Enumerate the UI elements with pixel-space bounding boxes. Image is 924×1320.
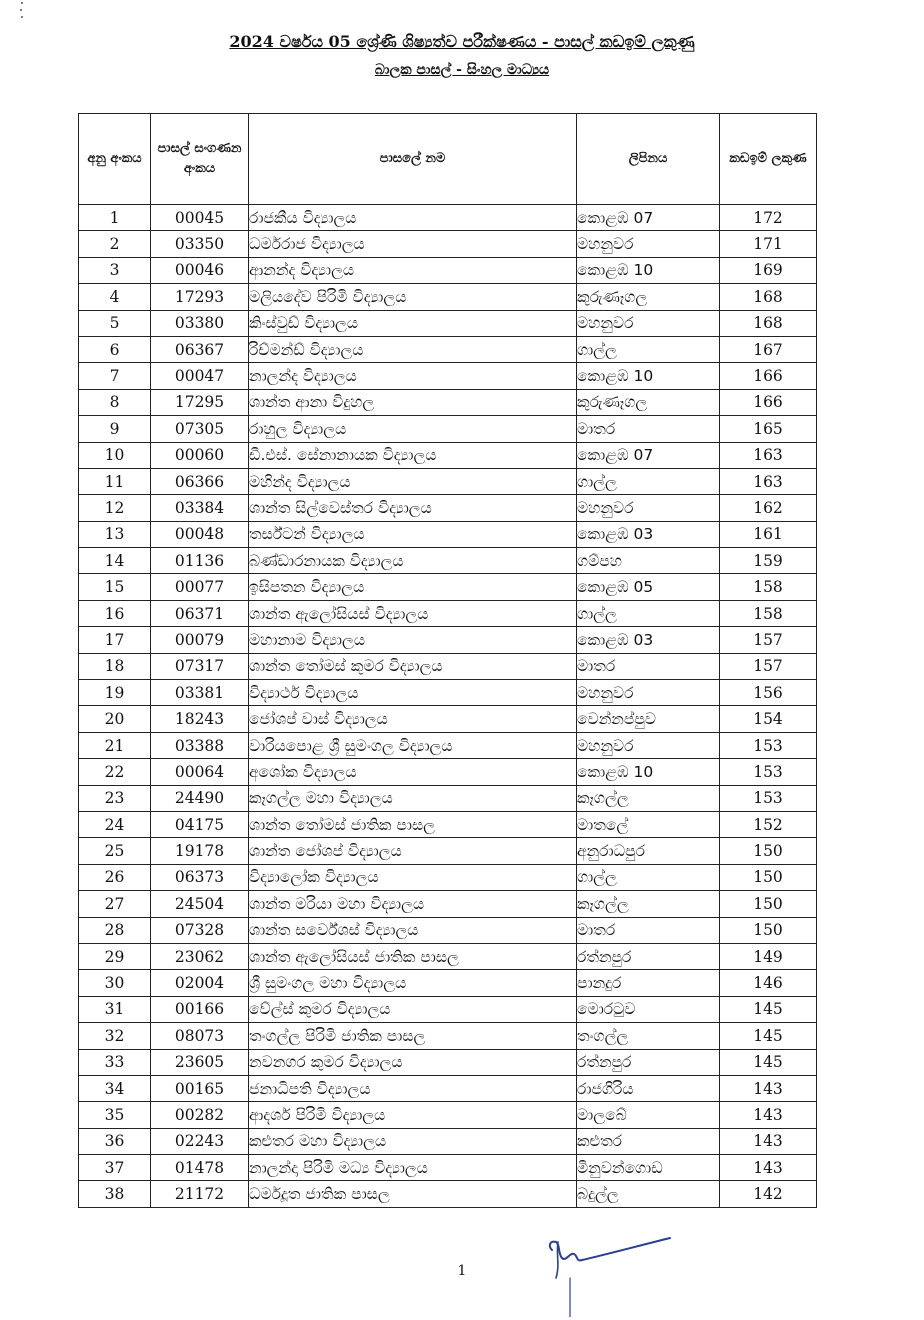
table-row bbox=[79, 706, 817, 732]
cell-address: මිනුවන්ගොඩ bbox=[577, 1155, 720, 1181]
cell-address: රත්නපුර bbox=[577, 943, 720, 969]
table-row bbox=[79, 600, 817, 626]
cell-cutoff-mark: 149 bbox=[720, 943, 817, 969]
table-row bbox=[79, 257, 817, 283]
cell-serial-no: 2 bbox=[79, 231, 151, 257]
cell-school-name: ජෝශප් වාස් විද්‍යාලය bbox=[249, 706, 577, 732]
cell-address: කෑගල්ල bbox=[577, 785, 720, 811]
cell-address: මහනුවර bbox=[577, 732, 720, 758]
cell-school-name: විද්‍යාලෝක විද්‍යාලය bbox=[249, 864, 577, 890]
cell-address: කොළඹ 03 bbox=[577, 627, 720, 653]
cell-school-code: 00047 bbox=[151, 363, 249, 389]
cell-address: ගාල්ල bbox=[577, 468, 720, 494]
cell-school-name: ආදර්ශ පිරිමි විද්‍යාලය bbox=[249, 1102, 577, 1128]
cell-address: ගාල්ල bbox=[577, 336, 720, 362]
cell-address: මහනුවර bbox=[577, 495, 720, 521]
cell-cutoff-mark: 143 bbox=[720, 1075, 817, 1101]
table-row bbox=[79, 943, 817, 969]
cell-school-name: කෑගල්ල මහා විද්‍යාලය bbox=[249, 785, 577, 811]
table-row bbox=[79, 336, 817, 362]
cell-school-name: තංගල්ල පිරිමි ජාතික පාසල bbox=[249, 1023, 577, 1049]
cell-serial-no: 14 bbox=[79, 548, 151, 574]
cell-address: ගාල්ල bbox=[577, 600, 720, 626]
cell-school-code: 03388 bbox=[151, 732, 249, 758]
table-row bbox=[79, 970, 817, 996]
cell-cutoff-mark: 169 bbox=[720, 257, 817, 283]
table-row bbox=[79, 917, 817, 943]
cell-school-code: 03350 bbox=[151, 231, 249, 257]
cell-school-name: නාලන්ද විද්‍යාලය bbox=[249, 363, 577, 389]
cell-cutoff-mark: 154 bbox=[720, 706, 817, 732]
cell-address: ගාල්ල bbox=[577, 864, 720, 890]
cell-serial-no: 10 bbox=[79, 442, 151, 468]
cell-cutoff-mark: 153 bbox=[720, 732, 817, 758]
cell-cutoff-mark: 162 bbox=[720, 495, 817, 521]
cell-cutoff-mark: 143 bbox=[720, 1155, 817, 1181]
cell-school-code: 06366 bbox=[151, 468, 249, 494]
cell-school-code: 00077 bbox=[151, 574, 249, 600]
page-title: 2024 වර්ෂය 05 ශ්‍රේණි ශිෂ්‍යත්ව පරීක්ෂණය - පාසල් කඩඉම් ලකුණු bbox=[229, 32, 695, 51]
cell-school-code: 04175 bbox=[151, 811, 249, 837]
table-row bbox=[79, 1102, 817, 1128]
cell-school-name: රාහුල විද්‍යාලය bbox=[249, 416, 577, 442]
cell-school-code: 17293 bbox=[151, 284, 249, 310]
cell-serial-no: 37 bbox=[79, 1155, 151, 1181]
cell-school-name: ආනන්ද විද්‍යාලය bbox=[249, 257, 577, 283]
cell-address: කොළඹ 07 bbox=[577, 205, 720, 231]
cell-school-code: 03381 bbox=[151, 680, 249, 706]
cell-school-name: වේල්ස් කුමර විද්‍යාලය bbox=[249, 996, 577, 1022]
cell-school-code: 03384 bbox=[151, 495, 249, 521]
table-row bbox=[79, 310, 817, 336]
cell-address: මාතර bbox=[577, 416, 720, 442]
table-row bbox=[79, 495, 817, 521]
cell-school-name: ශාන්ත ආනා විදුහල bbox=[249, 389, 577, 415]
cell-address: මාතර bbox=[577, 653, 720, 679]
cell-school-name: රාජකීය විද්‍යාලය bbox=[249, 205, 577, 231]
table-row bbox=[79, 785, 817, 811]
cell-cutoff-mark: 163 bbox=[720, 442, 817, 468]
cell-cutoff-mark: 145 bbox=[720, 996, 817, 1022]
cell-serial-no: 29 bbox=[79, 943, 151, 969]
cell-school-code: 23605 bbox=[151, 1049, 249, 1075]
cell-address: මහනුවර bbox=[577, 310, 720, 336]
cell-cutoff-mark: 172 bbox=[720, 205, 817, 231]
table-row bbox=[79, 864, 817, 890]
cell-address: කොළඹ 10 bbox=[577, 759, 720, 785]
cell-cutoff-mark: 165 bbox=[720, 416, 817, 442]
cell-school-code: 01478 bbox=[151, 1155, 249, 1181]
cell-school-code: 00060 bbox=[151, 442, 249, 468]
cell-school-code: 06367 bbox=[151, 336, 249, 362]
cell-serial-no: 20 bbox=[79, 706, 151, 732]
cell-serial-no: 17 bbox=[79, 627, 151, 653]
cell-school-code: 19178 bbox=[151, 838, 249, 864]
cell-address: කළුතර bbox=[577, 1128, 720, 1154]
cell-school-code: 00064 bbox=[151, 759, 249, 785]
cell-cutoff-mark: 142 bbox=[720, 1181, 817, 1207]
cell-serial-no: 5 bbox=[79, 310, 151, 336]
cell-cutoff-mark: 166 bbox=[720, 363, 817, 389]
cell-school-code: 02004 bbox=[151, 970, 249, 996]
cell-school-name: කිංස්වුඩ් විද්‍යාලය bbox=[249, 310, 577, 336]
header-school-code: පාසල් සංගණන අංකය bbox=[151, 114, 249, 205]
cell-school-code: 21172 bbox=[151, 1181, 249, 1207]
cell-serial-no: 36 bbox=[79, 1128, 151, 1154]
cell-school-code: 00282 bbox=[151, 1102, 249, 1128]
cell-address: අනුරාධපුර bbox=[577, 838, 720, 864]
cell-school-code: 00165 bbox=[151, 1075, 249, 1101]
cell-address: මහනුවර bbox=[577, 231, 720, 257]
cell-serial-no: 11 bbox=[79, 468, 151, 494]
table-row bbox=[79, 416, 817, 442]
cell-school-code: 07305 bbox=[151, 416, 249, 442]
cell-school-code: 18243 bbox=[151, 706, 249, 732]
cell-serial-no: 32 bbox=[79, 1023, 151, 1049]
cell-cutoff-mark: 168 bbox=[720, 310, 817, 336]
cell-cutoff-mark: 156 bbox=[720, 680, 817, 706]
cell-address: කොළඹ 10 bbox=[577, 257, 720, 283]
cell-cutoff-mark: 171 bbox=[720, 231, 817, 257]
cell-address: කොළඹ 05 bbox=[577, 574, 720, 600]
cell-school-name: මලියදේව පිරිමි විද්‍යාලය bbox=[249, 284, 577, 310]
cell-cutoff-mark: 158 bbox=[720, 574, 817, 600]
cell-serial-no: 3 bbox=[79, 257, 151, 283]
cell-cutoff-mark: 158 bbox=[720, 600, 817, 626]
cell-cutoff-mark: 167 bbox=[720, 336, 817, 362]
cell-school-code: 24504 bbox=[151, 891, 249, 917]
cell-address: රත්නපුර bbox=[577, 1049, 720, 1075]
table-row bbox=[79, 1049, 817, 1075]
cell-serial-no: 21 bbox=[79, 732, 151, 758]
cell-serial-no: 16 bbox=[79, 600, 151, 626]
cell-school-code: 17295 bbox=[151, 389, 249, 415]
cell-serial-no: 34 bbox=[79, 1075, 151, 1101]
cell-school-name: ඩී.එස්. සේනානායක විද්‍යාලය bbox=[249, 442, 577, 468]
cell-school-code: 07328 bbox=[151, 917, 249, 943]
table-row bbox=[79, 732, 817, 758]
page-subtitle: බාලක පාසල් - සිංහල මාධ්‍යය bbox=[374, 62, 550, 78]
table-row bbox=[79, 521, 817, 547]
table-row bbox=[79, 1155, 817, 1181]
table-row bbox=[79, 231, 817, 257]
cell-cutoff-mark: 150 bbox=[720, 917, 817, 943]
cell-cutoff-mark: 150 bbox=[720, 838, 817, 864]
cell-address: කොළඹ 07 bbox=[577, 442, 720, 468]
cell-address: මහනුවර bbox=[577, 680, 720, 706]
cell-address: මාතලේ bbox=[577, 811, 720, 837]
cell-serial-no: 38 bbox=[79, 1181, 151, 1207]
cell-address: ගම්පහ bbox=[577, 548, 720, 574]
cell-address: පානදුර bbox=[577, 970, 720, 996]
cell-address: කෑගල්ල bbox=[577, 891, 720, 917]
table-row bbox=[79, 284, 817, 310]
cell-address: මොරටුව bbox=[577, 996, 720, 1022]
table-row bbox=[79, 389, 817, 415]
header-cutoff-mark: කඩඉම් ලකුණ bbox=[720, 114, 817, 205]
cell-serial-no: 19 bbox=[79, 680, 151, 706]
cell-school-code: 23062 bbox=[151, 943, 249, 969]
cell-school-name: ඉසිපතන විද්‍යාලය bbox=[249, 574, 577, 600]
table-row bbox=[79, 1181, 817, 1207]
cell-address: තංගල්ල bbox=[577, 1023, 720, 1049]
header-address: ලිපිනය bbox=[577, 114, 720, 205]
cell-cutoff-mark: 153 bbox=[720, 759, 817, 785]
table-row bbox=[79, 548, 817, 574]
table-row bbox=[79, 759, 817, 785]
cell-serial-no: 6 bbox=[79, 336, 151, 362]
cell-school-name: ශාන්ත ජෝශප් විද්‍යාලය bbox=[249, 838, 577, 864]
cell-cutoff-mark: 146 bbox=[720, 970, 817, 996]
cell-cutoff-mark: 150 bbox=[720, 891, 817, 917]
table-row bbox=[79, 653, 817, 679]
cell-cutoff-mark: 145 bbox=[720, 1023, 817, 1049]
cell-serial-no: 25 bbox=[79, 838, 151, 864]
cell-cutoff-mark: 157 bbox=[720, 627, 817, 653]
cell-serial-no: 31 bbox=[79, 996, 151, 1022]
cell-school-code: 06371 bbox=[151, 600, 249, 626]
table-row bbox=[79, 468, 817, 494]
cell-school-code: 07317 bbox=[151, 653, 249, 679]
cell-address: බදුල්ල bbox=[577, 1181, 720, 1207]
cell-address: රාජගිරිය bbox=[577, 1075, 720, 1101]
cell-school-name: බණ්ඩාරනායක විද්‍යාලය bbox=[249, 548, 577, 574]
signature-mark bbox=[540, 1222, 680, 1317]
cell-serial-no: 13 bbox=[79, 521, 151, 547]
cell-address: මාලබේ bbox=[577, 1102, 720, 1128]
cell-address: වෙන්නප්පුව bbox=[577, 706, 720, 732]
cell-school-name: අශෝක විද්‍යාලය bbox=[249, 759, 577, 785]
cell-serial-no: 35 bbox=[79, 1102, 151, 1128]
cell-school-name: ශාන්ත සිල්වෙස්තර විද්‍යාලය bbox=[249, 495, 577, 521]
table-row bbox=[79, 1128, 817, 1154]
cell-school-name: ශාන්ත තෝමස් කුමර විද්‍යාලය bbox=[249, 653, 577, 679]
header-school-name: පාසලේ නම bbox=[249, 114, 577, 205]
cell-cutoff-mark: 157 bbox=[720, 653, 817, 679]
cell-school-name: කළුතර මහා විද්‍යාලය bbox=[249, 1128, 577, 1154]
table-row bbox=[79, 680, 817, 706]
cell-serial-no: 30 bbox=[79, 970, 151, 996]
cell-school-name: ධර්මදූත ජාතික පාසල bbox=[249, 1181, 577, 1207]
cell-address: කුරුණෑගල bbox=[577, 389, 720, 415]
cell-school-name: මහානාම විද්‍යාලය bbox=[249, 627, 577, 653]
table-row bbox=[79, 574, 817, 600]
cell-serial-no: 27 bbox=[79, 891, 151, 917]
cell-serial-no: 26 bbox=[79, 864, 151, 890]
cell-cutoff-mark: 153 bbox=[720, 785, 817, 811]
cell-address: කොළඹ 10 bbox=[577, 363, 720, 389]
cell-cutoff-mark: 143 bbox=[720, 1102, 817, 1128]
cell-serial-no: 23 bbox=[79, 785, 151, 811]
cell-cutoff-mark: 159 bbox=[720, 548, 817, 574]
cell-school-name: ශාන්ත සර්වේශස් විද්‍යාලය bbox=[249, 917, 577, 943]
table-row bbox=[79, 205, 817, 231]
cell-school-code: 06373 bbox=[151, 864, 249, 890]
cell-serial-no: 7 bbox=[79, 363, 151, 389]
cell-school-name: ශාන්ත තෝමස් ජාතික පාසල bbox=[249, 811, 577, 837]
cell-school-name: නාලන්දා පිරිමි මධ්‍ය විද්‍යාලය bbox=[249, 1155, 577, 1181]
cell-cutoff-mark: 152 bbox=[720, 811, 817, 837]
cell-address: කොළඹ 03 bbox=[577, 521, 720, 547]
cutoff-marks-table bbox=[78, 113, 817, 1208]
cell-school-name: ධර්මරාජ විද්‍යාලය bbox=[249, 231, 577, 257]
cell-school-code: 08073 bbox=[151, 1023, 249, 1049]
cell-serial-no: 22 bbox=[79, 759, 151, 785]
cell-address: මාතර bbox=[577, 917, 720, 943]
cell-serial-no: 15 bbox=[79, 574, 151, 600]
cell-serial-no: 8 bbox=[79, 389, 151, 415]
cell-serial-no: 33 bbox=[79, 1049, 151, 1075]
cell-school-name: මහින්ද විද්‍යාලය bbox=[249, 468, 577, 494]
cell-cutoff-mark: 161 bbox=[720, 521, 817, 547]
cell-serial-no: 18 bbox=[79, 653, 151, 679]
cell-cutoff-mark: 163 bbox=[720, 468, 817, 494]
cell-serial-no: 12 bbox=[79, 495, 151, 521]
cell-serial-no: 4 bbox=[79, 284, 151, 310]
cell-serial-no: 9 bbox=[79, 416, 151, 442]
cell-serial-no: 28 bbox=[79, 917, 151, 943]
table-row bbox=[79, 811, 817, 837]
cell-cutoff-mark: 166 bbox=[720, 389, 817, 415]
cell-school-name: වාරියපොළ ශ්‍රී සුමංගල විද්‍යාලය bbox=[249, 732, 577, 758]
table-row bbox=[79, 1023, 817, 1049]
table-row bbox=[79, 363, 817, 389]
cell-school-code: 02243 bbox=[151, 1128, 249, 1154]
cell-serial-no: 1 bbox=[79, 205, 151, 231]
table-row bbox=[79, 838, 817, 864]
cell-school-code: 00166 bbox=[151, 996, 249, 1022]
cell-serial-no: 24 bbox=[79, 811, 151, 837]
cell-school-name: තර්ස්ටන් විද්‍යාලය bbox=[249, 521, 577, 547]
cell-cutoff-mark: 150 bbox=[720, 864, 817, 890]
cell-school-code: 03380 bbox=[151, 310, 249, 336]
cell-cutoff-mark: 145 bbox=[720, 1049, 817, 1075]
page-number: 1 bbox=[457, 1263, 467, 1279]
table-row bbox=[79, 442, 817, 468]
cell-school-name: නවනගර කුමර විද්‍යාලය bbox=[249, 1049, 577, 1075]
cell-school-code: 00079 bbox=[151, 627, 249, 653]
table-row bbox=[79, 996, 817, 1022]
table-row bbox=[79, 1075, 817, 1101]
cell-cutoff-mark: 143 bbox=[720, 1128, 817, 1154]
cell-school-code: 00045 bbox=[151, 205, 249, 231]
table-row bbox=[79, 627, 817, 653]
header-serial-no: අනු අංකය bbox=[79, 114, 151, 205]
cell-school-name: ශාන්ත ඇලෝසියස් ජාතික පාසල bbox=[249, 943, 577, 969]
cell-cutoff-mark: 168 bbox=[720, 284, 817, 310]
cell-school-code: 00048 bbox=[151, 521, 249, 547]
cell-school-name: රිච්මන්ඩ් විද්‍යාලය bbox=[249, 336, 577, 362]
cell-address: කුරුණෑගල bbox=[577, 284, 720, 310]
cell-school-name: ජනාධිපති විද්‍යාලය bbox=[249, 1075, 577, 1101]
table-row bbox=[79, 891, 817, 917]
cell-school-name: විද්‍යාර්ථ විද්‍යාලය bbox=[249, 680, 577, 706]
table-header-row bbox=[79, 114, 817, 205]
cell-school-name: ශාන්ත ඇලෝසියස් විද්‍යාලය bbox=[249, 600, 577, 626]
cell-school-code: 00046 bbox=[151, 257, 249, 283]
cell-school-code: 01136 bbox=[151, 548, 249, 574]
cell-school-code: 24490 bbox=[151, 785, 249, 811]
cell-school-name: ශ්‍රී සුමංගල මහා විද්‍යාලය bbox=[249, 970, 577, 996]
cell-school-name: ශාන්ත මරියා මහා විද්‍යාලය bbox=[249, 891, 577, 917]
